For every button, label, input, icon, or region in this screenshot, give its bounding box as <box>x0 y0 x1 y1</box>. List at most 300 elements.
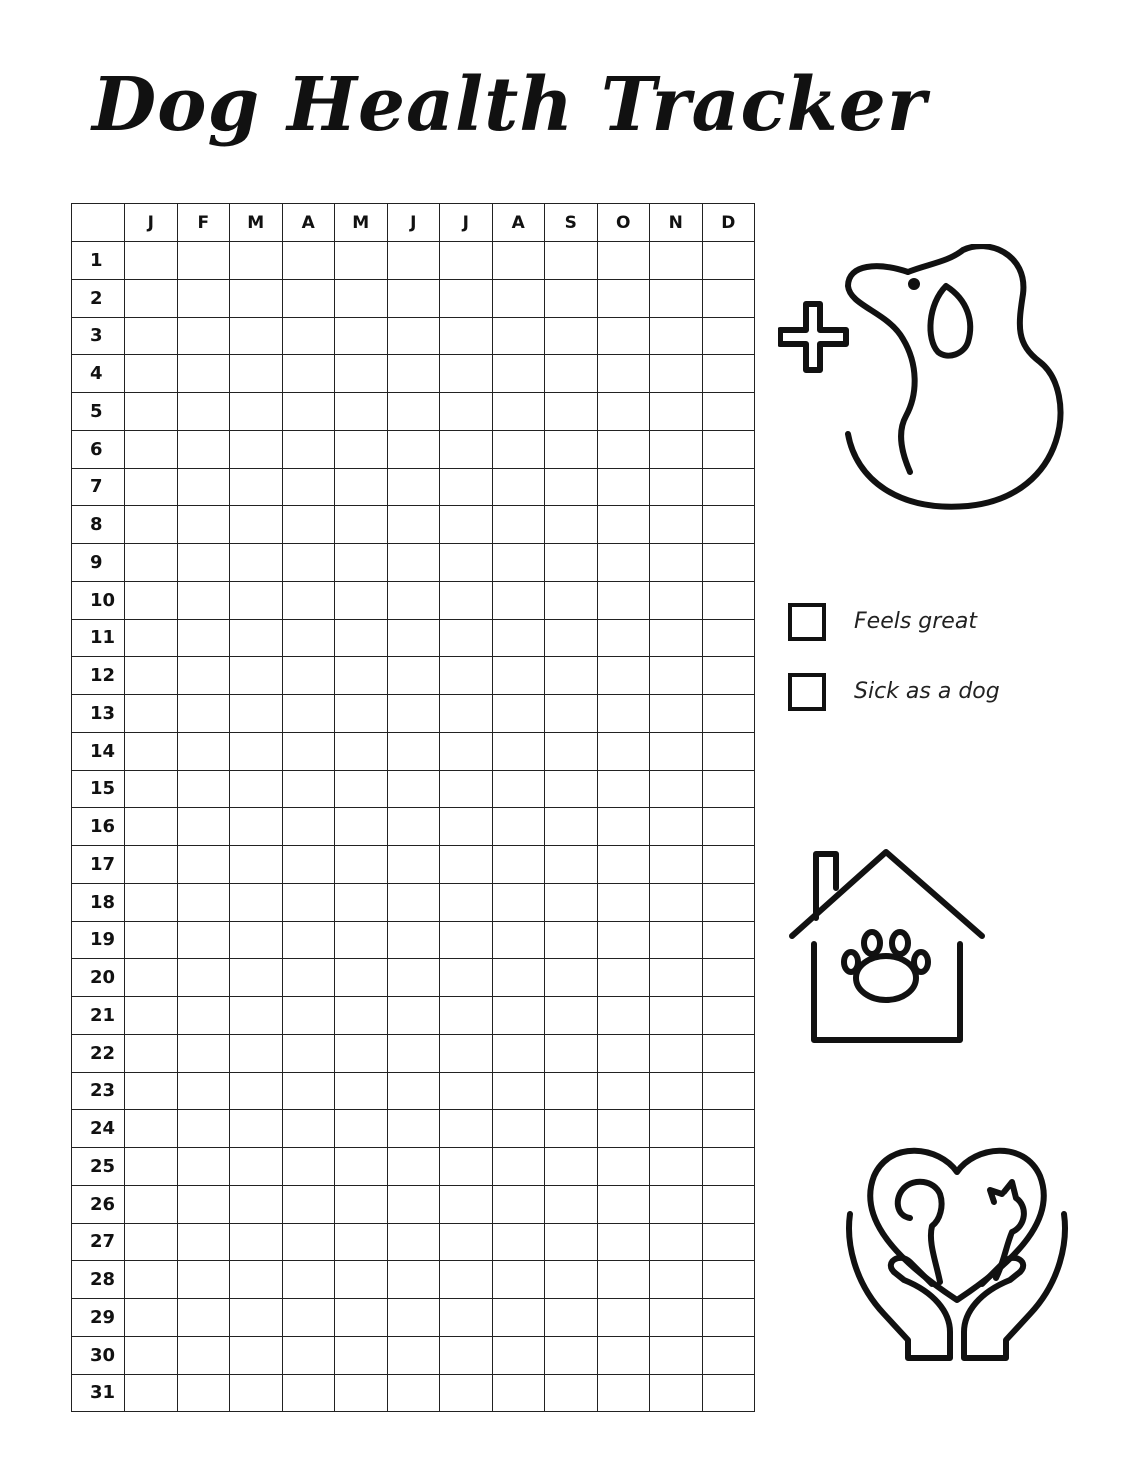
tracker-cell[interactable] <box>598 846 651 884</box>
tracker-cell[interactable] <box>650 959 703 997</box>
tracker-cell[interactable] <box>440 1261 493 1299</box>
tracker-cell[interactable] <box>545 355 598 393</box>
tracker-cell[interactable] <box>598 1110 651 1148</box>
tracker-cell[interactable] <box>650 318 703 356</box>
tracker-cell[interactable] <box>598 393 651 431</box>
tracker-cell[interactable] <box>388 1261 441 1299</box>
tracker-cell[interactable] <box>703 1110 756 1148</box>
tracker-cell[interactable] <box>125 1110 178 1148</box>
tracker-cell[interactable] <box>283 1261 336 1299</box>
tracker-cell[interactable] <box>440 393 493 431</box>
tracker-cell[interactable] <box>545 469 598 507</box>
tracker-cell[interactable] <box>178 1261 231 1299</box>
tracker-cell[interactable] <box>650 1299 703 1337</box>
tracker-cell[interactable] <box>440 846 493 884</box>
tracker-cell[interactable] <box>230 922 283 960</box>
tracker-cell[interactable] <box>650 1148 703 1186</box>
tracker-cell[interactable] <box>388 1073 441 1111</box>
tracker-cell[interactable] <box>178 1186 231 1224</box>
tracker-cell[interactable] <box>230 544 283 582</box>
tracker-cell[interactable] <box>388 1186 441 1224</box>
tracker-cell[interactable] <box>335 1337 388 1375</box>
tracker-cell[interactable] <box>545 657 598 695</box>
tracker-cell[interactable] <box>650 922 703 960</box>
tracker-cell[interactable] <box>703 280 756 318</box>
tracker-cell[interactable] <box>703 1299 756 1337</box>
tracker-cell[interactable] <box>598 922 651 960</box>
tracker-cell[interactable] <box>335 1148 388 1186</box>
tracker-cell[interactable] <box>650 280 703 318</box>
tracker-cell[interactable] <box>230 318 283 356</box>
tracker-cell[interactable] <box>703 582 756 620</box>
tracker-cell[interactable] <box>230 1035 283 1073</box>
tracker-cell[interactable] <box>178 695 231 733</box>
tracker-cell[interactable] <box>440 355 493 393</box>
tracker-cell[interactable] <box>650 884 703 922</box>
tracker-cell[interactable] <box>703 318 756 356</box>
tracker-cell[interactable] <box>335 771 388 809</box>
tracker-cell[interactable] <box>703 1375 756 1413</box>
tracker-cell[interactable] <box>650 771 703 809</box>
tracker-cell[interactable] <box>283 1224 336 1262</box>
tracker-cell[interactable] <box>125 846 178 884</box>
tracker-cell[interactable] <box>493 620 546 658</box>
tracker-cell[interactable] <box>335 657 388 695</box>
tracker-cell[interactable] <box>650 997 703 1035</box>
tracker-cell[interactable] <box>230 469 283 507</box>
tracker-cell[interactable] <box>125 431 178 469</box>
tracker-cell[interactable] <box>283 846 336 884</box>
tracker-cell[interactable] <box>650 393 703 431</box>
tracker-cell[interactable] <box>703 393 756 431</box>
tracker-cell[interactable] <box>493 318 546 356</box>
tracker-cell[interactable] <box>178 469 231 507</box>
tracker-cell[interactable] <box>388 506 441 544</box>
tracker-cell[interactable] <box>493 431 546 469</box>
tracker-cell[interactable] <box>598 431 651 469</box>
tracker-cell[interactable] <box>545 280 598 318</box>
tracker-cell[interactable] <box>230 1261 283 1299</box>
tracker-cell[interactable] <box>125 733 178 771</box>
tracker-cell[interactable] <box>125 1337 178 1375</box>
tracker-cell[interactable] <box>335 846 388 884</box>
tracker-cell[interactable] <box>283 997 336 1035</box>
tracker-cell[interactable] <box>283 657 336 695</box>
tracker-cell[interactable] <box>125 620 178 658</box>
tracker-cell[interactable] <box>388 1110 441 1148</box>
tracker-cell[interactable] <box>388 355 441 393</box>
tracker-cell[interactable] <box>178 922 231 960</box>
tracker-cell[interactable] <box>545 1337 598 1375</box>
tracker-cell[interactable] <box>335 431 388 469</box>
tracker-cell[interactable] <box>545 620 598 658</box>
tracker-cell[interactable] <box>388 280 441 318</box>
tracker-cell[interactable] <box>703 884 756 922</box>
tracker-cell[interactable] <box>283 1073 336 1111</box>
tracker-cell[interactable] <box>703 1224 756 1262</box>
tracker-cell[interactable] <box>178 733 231 771</box>
tracker-cell[interactable] <box>545 242 598 280</box>
tracker-cell[interactable] <box>650 620 703 658</box>
tracker-cell[interactable] <box>335 1186 388 1224</box>
tracker-cell[interactable] <box>230 657 283 695</box>
tracker-cell[interactable] <box>703 242 756 280</box>
tracker-cell[interactable] <box>125 582 178 620</box>
tracker-cell[interactable] <box>125 884 178 922</box>
tracker-cell[interactable] <box>388 922 441 960</box>
tracker-cell[interactable] <box>230 431 283 469</box>
tracker-cell[interactable] <box>335 280 388 318</box>
tracker-cell[interactable] <box>283 959 336 997</box>
tracker-cell[interactable] <box>598 808 651 846</box>
tracker-cell[interactable] <box>335 1110 388 1148</box>
tracker-cell[interactable] <box>230 771 283 809</box>
tracker-cell[interactable] <box>650 1261 703 1299</box>
tracker-cell[interactable] <box>230 884 283 922</box>
tracker-cell[interactable] <box>440 318 493 356</box>
tracker-cell[interactable] <box>178 884 231 922</box>
tracker-cell[interactable] <box>178 431 231 469</box>
tracker-cell[interactable] <box>125 959 178 997</box>
tracker-cell[interactable] <box>125 355 178 393</box>
tracker-cell[interactable] <box>440 997 493 1035</box>
tracker-cell[interactable] <box>178 1035 231 1073</box>
tracker-cell[interactable] <box>335 506 388 544</box>
tracker-cell[interactable] <box>283 544 336 582</box>
tracker-cell[interactable] <box>230 620 283 658</box>
tracker-cell[interactable] <box>545 959 598 997</box>
tracker-cell[interactable] <box>493 1224 546 1262</box>
tracker-cell[interactable] <box>545 1299 598 1337</box>
tracker-cell[interactable] <box>493 1337 546 1375</box>
tracker-cell[interactable] <box>545 393 598 431</box>
tracker-cell[interactable] <box>703 620 756 658</box>
tracker-cell[interactable] <box>545 318 598 356</box>
tracker-cell[interactable] <box>230 1073 283 1111</box>
tracker-cell[interactable] <box>335 695 388 733</box>
tracker-cell[interactable] <box>545 1261 598 1299</box>
tracker-cell[interactable] <box>178 620 231 658</box>
tracker-cell[interactable] <box>283 695 336 733</box>
tracker-cell[interactable] <box>440 242 493 280</box>
tracker-cell[interactable] <box>178 1148 231 1186</box>
tracker-cell[interactable] <box>335 1073 388 1111</box>
tracker-cell[interactable] <box>440 771 493 809</box>
tracker-cell[interactable] <box>440 1148 493 1186</box>
tracker-cell[interactable] <box>283 922 336 960</box>
tracker-cell[interactable] <box>125 1261 178 1299</box>
tracker-cell[interactable] <box>598 544 651 582</box>
tracker-cell[interactable] <box>440 959 493 997</box>
tracker-cell[interactable] <box>388 1035 441 1073</box>
tracker-cell[interactable] <box>545 997 598 1035</box>
tracker-cell[interactable] <box>493 506 546 544</box>
tracker-cell[interactable] <box>598 506 651 544</box>
tracker-cell[interactable] <box>493 771 546 809</box>
tracker-cell[interactable] <box>283 620 336 658</box>
tracker-cell[interactable] <box>125 1375 178 1413</box>
tracker-cell[interactable] <box>703 695 756 733</box>
tracker-cell[interactable] <box>440 1337 493 1375</box>
tracker-cell[interactable] <box>650 1110 703 1148</box>
tracker-cell[interactable] <box>335 997 388 1035</box>
tracker-cell[interactable] <box>178 506 231 544</box>
tracker-cell[interactable] <box>598 1186 651 1224</box>
tracker-cell[interactable] <box>493 922 546 960</box>
tracker-cell[interactable] <box>493 355 546 393</box>
tracker-cell[interactable] <box>125 922 178 960</box>
tracker-cell[interactable] <box>283 582 336 620</box>
tracker-cell[interactable] <box>388 1148 441 1186</box>
tracker-cell[interactable] <box>703 846 756 884</box>
tracker-cell[interactable] <box>545 544 598 582</box>
tracker-cell[interactable] <box>650 355 703 393</box>
tracker-cell[interactable] <box>283 1299 336 1337</box>
tracker-cell[interactable] <box>703 922 756 960</box>
tracker-cell[interactable] <box>230 846 283 884</box>
tracker-cell[interactable] <box>283 355 336 393</box>
tracker-cell[interactable] <box>440 695 493 733</box>
tracker-cell[interactable] <box>283 393 336 431</box>
tracker-cell[interactable] <box>650 733 703 771</box>
tracker-cell[interactable] <box>178 544 231 582</box>
tracker-cell[interactable] <box>545 733 598 771</box>
tracker-cell[interactable] <box>545 1224 598 1262</box>
tracker-cell[interactable] <box>598 318 651 356</box>
tracker-cell[interactable] <box>125 808 178 846</box>
tracker-cell[interactable] <box>650 1186 703 1224</box>
tracker-cell[interactable] <box>493 393 546 431</box>
tracker-cell[interactable] <box>440 469 493 507</box>
tracker-cell[interactable] <box>230 1186 283 1224</box>
tracker-cell[interactable] <box>703 1073 756 1111</box>
tracker-cell[interactable] <box>230 997 283 1035</box>
tracker-cell[interactable] <box>545 582 598 620</box>
tracker-cell[interactable] <box>230 280 283 318</box>
tracker-cell[interactable] <box>388 393 441 431</box>
tracker-cell[interactable] <box>230 393 283 431</box>
tracker-cell[interactable] <box>440 1375 493 1413</box>
tracker-cell[interactable] <box>545 1110 598 1148</box>
tracker-cell[interactable] <box>388 1299 441 1337</box>
tracker-cell[interactable] <box>650 1073 703 1111</box>
tracker-cell[interactable] <box>493 1375 546 1413</box>
tracker-cell[interactable] <box>440 884 493 922</box>
tracker-cell[interactable] <box>283 771 336 809</box>
tracker-cell[interactable] <box>598 884 651 922</box>
tracker-cell[interactable] <box>650 846 703 884</box>
tracker-cell[interactable] <box>493 1148 546 1186</box>
tracker-cell[interactable] <box>230 506 283 544</box>
tracker-cell[interactable] <box>283 318 336 356</box>
tracker-cell[interactable] <box>230 242 283 280</box>
tracker-cell[interactable] <box>335 922 388 960</box>
tracker-cell[interactable] <box>650 582 703 620</box>
tracker-cell[interactable] <box>440 922 493 960</box>
tracker-cell[interactable] <box>598 771 651 809</box>
tracker-cell[interactable] <box>440 1110 493 1148</box>
tracker-cell[interactable] <box>598 582 651 620</box>
tracker-cell[interactable] <box>230 355 283 393</box>
tracker-cell[interactable] <box>440 506 493 544</box>
tracker-cell[interactable] <box>545 771 598 809</box>
tracker-cell[interactable] <box>283 1148 336 1186</box>
tracker-cell[interactable] <box>703 506 756 544</box>
tracker-cell[interactable] <box>650 1035 703 1073</box>
tracker-cell[interactable] <box>335 393 388 431</box>
tracker-cell[interactable] <box>388 620 441 658</box>
tracker-cell[interactable] <box>178 582 231 620</box>
tracker-cell[interactable] <box>178 1375 231 1413</box>
tracker-cell[interactable] <box>650 544 703 582</box>
tracker-cell[interactable] <box>125 1224 178 1262</box>
tracker-cell[interactable] <box>335 884 388 922</box>
tracker-cell[interactable] <box>440 733 493 771</box>
tracker-cell[interactable] <box>230 1110 283 1148</box>
tracker-cell[interactable] <box>650 808 703 846</box>
tracker-cell[interactable] <box>493 884 546 922</box>
tracker-cell[interactable] <box>178 997 231 1035</box>
tracker-cell[interactable] <box>178 280 231 318</box>
tracker-cell[interactable] <box>650 1375 703 1413</box>
tracker-cell[interactable] <box>283 884 336 922</box>
tracker-cell[interactable] <box>440 1073 493 1111</box>
tracker-cell[interactable] <box>283 506 336 544</box>
tracker-cell[interactable] <box>230 582 283 620</box>
tracker-cell[interactable] <box>440 808 493 846</box>
tracker-cell[interactable] <box>493 657 546 695</box>
tracker-cell[interactable] <box>545 431 598 469</box>
tracker-cell[interactable] <box>335 733 388 771</box>
tracker-cell[interactable] <box>703 1186 756 1224</box>
tracker-cell[interactable] <box>440 1299 493 1337</box>
tracker-cell[interactable] <box>598 469 651 507</box>
tracker-cell[interactable] <box>650 1224 703 1262</box>
tracker-cell[interactable] <box>703 733 756 771</box>
tracker-cell[interactable] <box>388 1224 441 1262</box>
tracker-cell[interactable] <box>283 280 336 318</box>
tracker-cell[interactable] <box>388 469 441 507</box>
tracker-cell[interactable] <box>545 884 598 922</box>
tracker-cell[interactable] <box>388 997 441 1035</box>
tracker-cell[interactable] <box>493 733 546 771</box>
tracker-cell[interactable] <box>388 544 441 582</box>
tracker-cell[interactable] <box>493 1261 546 1299</box>
tracker-cell[interactable] <box>230 959 283 997</box>
tracker-cell[interactable] <box>650 469 703 507</box>
tracker-cell[interactable] <box>440 1224 493 1262</box>
tracker-cell[interactable] <box>545 922 598 960</box>
tracker-cell[interactable] <box>230 1375 283 1413</box>
tracker-cell[interactable] <box>703 959 756 997</box>
tracker-cell[interactable] <box>703 1337 756 1375</box>
tracker-cell[interactable] <box>388 1375 441 1413</box>
tracker-cell[interactable] <box>493 544 546 582</box>
tracker-cell[interactable] <box>335 1375 388 1413</box>
tracker-cell[interactable] <box>335 1224 388 1262</box>
tracker-cell[interactable] <box>598 620 651 658</box>
tracker-cell[interactable] <box>598 1035 651 1073</box>
tracker-cell[interactable] <box>493 695 546 733</box>
tracker-cell[interactable] <box>125 1186 178 1224</box>
tracker-cell[interactable] <box>125 544 178 582</box>
tracker-cell[interactable] <box>335 544 388 582</box>
tracker-cell[interactable] <box>440 620 493 658</box>
tracker-cell[interactable] <box>440 431 493 469</box>
tracker-cell[interactable] <box>178 959 231 997</box>
tracker-cell[interactable] <box>230 808 283 846</box>
tracker-cell[interactable] <box>125 771 178 809</box>
tracker-cell[interactable] <box>283 1337 336 1375</box>
tracker-cell[interactable] <box>598 997 651 1035</box>
tracker-cell[interactable] <box>545 1073 598 1111</box>
tracker-cell[interactable] <box>230 1224 283 1262</box>
tracker-cell[interactable] <box>125 393 178 431</box>
tracker-cell[interactable] <box>388 846 441 884</box>
tracker-cell[interactable] <box>493 1035 546 1073</box>
tracker-cell[interactable] <box>125 280 178 318</box>
tracker-cell[interactable] <box>650 657 703 695</box>
tracker-cell[interactable] <box>125 318 178 356</box>
tracker-cell[interactable] <box>335 242 388 280</box>
tracker-cell[interactable] <box>493 1110 546 1148</box>
tracker-cell[interactable] <box>230 695 283 733</box>
tracker-cell[interactable] <box>178 393 231 431</box>
tracker-cell[interactable] <box>598 355 651 393</box>
tracker-cell[interactable] <box>545 846 598 884</box>
tracker-cell[interactable] <box>598 1375 651 1413</box>
tracker-cell[interactable] <box>125 242 178 280</box>
tracker-cell[interactable] <box>125 1299 178 1337</box>
tracker-cell[interactable] <box>335 808 388 846</box>
tracker-cell[interactable] <box>650 695 703 733</box>
tracker-cell[interactable] <box>598 242 651 280</box>
tracker-cell[interactable] <box>703 431 756 469</box>
tracker-cell[interactable] <box>703 355 756 393</box>
tracker-cell[interactable] <box>703 469 756 507</box>
tracker-cell[interactable] <box>125 506 178 544</box>
tracker-cell[interactable] <box>440 582 493 620</box>
tracker-cell[interactable] <box>125 657 178 695</box>
legend-checkbox[interactable] <box>788 603 826 641</box>
tracker-cell[interactable] <box>178 355 231 393</box>
tracker-cell[interactable] <box>545 695 598 733</box>
tracker-cell[interactable] <box>388 1337 441 1375</box>
tracker-cell[interactable] <box>493 846 546 884</box>
tracker-cell[interactable] <box>493 469 546 507</box>
tracker-cell[interactable] <box>388 657 441 695</box>
tracker-cell[interactable] <box>598 695 651 733</box>
tracker-cell[interactable] <box>598 1224 651 1262</box>
tracker-cell[interactable] <box>283 1375 336 1413</box>
tracker-cell[interactable] <box>125 1035 178 1073</box>
tracker-cell[interactable] <box>598 1299 651 1337</box>
tracker-cell[interactable] <box>545 506 598 544</box>
tracker-cell[interactable] <box>493 1186 546 1224</box>
tracker-cell[interactable] <box>178 771 231 809</box>
tracker-cell[interactable] <box>650 506 703 544</box>
tracker-cell[interactable] <box>178 1224 231 1262</box>
tracker-cell[interactable] <box>283 1035 336 1073</box>
tracker-cell[interactable] <box>703 1035 756 1073</box>
tracker-cell[interactable] <box>703 997 756 1035</box>
tracker-cell[interactable] <box>493 242 546 280</box>
tracker-cell[interactable] <box>178 1073 231 1111</box>
tracker-cell[interactable] <box>598 1148 651 1186</box>
tracker-cell[interactable] <box>598 959 651 997</box>
tracker-cell[interactable] <box>545 1375 598 1413</box>
tracker-cell[interactable] <box>545 1035 598 1073</box>
